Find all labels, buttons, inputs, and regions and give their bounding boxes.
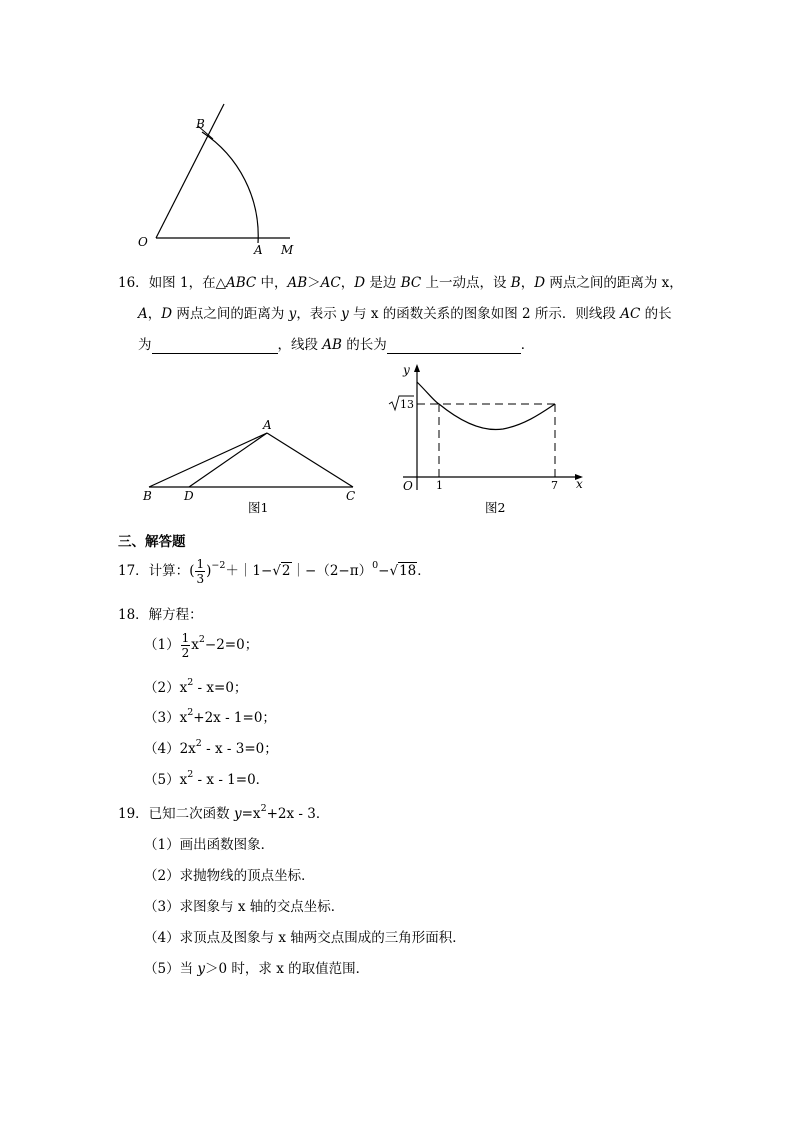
- ray-OB: [156, 104, 224, 238]
- segment-AB: [149, 433, 267, 487]
- tick-label-sqrt13: 13: [400, 398, 414, 411]
- y-axis-arrow: [414, 364, 420, 372]
- sqrt-symbol: √: [272, 563, 281, 579]
- axis-label-x: x: [576, 477, 583, 491]
- q18-fraction: $\frac{1}{2}$: [181, 631, 190, 660]
- tick-label-7: 7: [551, 479, 558, 492]
- label-M: M: [281, 243, 294, 257]
- q19-item-4: （4）求顶点及图象与 x 轴两交点围成的三角形面积．: [144, 930, 466, 946]
- q17-fraction: $\frac{1}{3}$: [196, 557, 205, 586]
- q18-item-4: $(4)2x^2 - x - 3=0$；: [144, 738, 278, 757]
- q18-item-1: （1） $\frac{1}{2}$ $x^2-2=0$；: [144, 631, 259, 660]
- origin-label: O: [403, 479, 413, 493]
- label-B: B: [196, 117, 205, 131]
- q17: 17．计算：( $\frac{1}{3}$ )$^{-2}+|1-√2|-(2-\pi)^0-√18$．: [118, 557, 431, 586]
- figure2-caption: 图2: [485, 500, 506, 515]
- q18-item-2: $(2)x^2 - x=0$；: [144, 677, 248, 696]
- q16-line2: A，D 两点之间的距离为 y，表示 y 与 x 的函数关系的图象如图 2 所示．则线段 AC 的长: [138, 306, 672, 322]
- q18-title: 18．解方程：: [118, 607, 203, 623]
- label-A: A: [254, 243, 263, 257]
- figure2-graph: [385, 360, 595, 520]
- figure1-triangle: [135, 415, 375, 520]
- q19-item-5: （5）当 y＞0 时，求 x 的取值范围．: [144, 961, 370, 977]
- q19-title: 19．已知二次函数 $y=x^2+2x - 3$．: [118, 803, 330, 822]
- axis-label-y: y: [403, 363, 410, 377]
- section3-title: 三、解答题: [118, 534, 186, 550]
- q19-item-3: （3）求图象与 x 轴的交点坐标．: [144, 899, 345, 915]
- figure1-caption: 图1: [248, 500, 269, 515]
- q19-item-1: （1）画出函数图象．: [144, 837, 275, 853]
- label-B: B: [143, 489, 152, 503]
- function-curve: [417, 382, 555, 430]
- answer-blank-AC[interactable]: [152, 337, 278, 354]
- sqrt-symbol: √: [389, 563, 399, 579]
- q18-item-5: $(5)x^2 - x - 1=0$．: [144, 769, 270, 788]
- q16-line3: 为 ，线段 AB 的长为 ．: [138, 337, 535, 353]
- segment-AC: [267, 433, 353, 487]
- q18-item-3: $(3)x^2+2x - 1=0$；: [144, 707, 276, 726]
- label-C: C: [346, 489, 356, 503]
- q16-line1: 16．如图 1，在△ABC 中，AB＞AC，D 是边 BC 上一动点，设 B，D 两点之间的距离为 x，: [118, 275, 683, 291]
- segment-AD: [189, 433, 267, 487]
- label-O: O: [138, 235, 148, 249]
- label-D: D: [184, 489, 194, 503]
- label-A: A: [263, 418, 272, 432]
- arc-BA: [202, 132, 258, 243]
- tick-label-1: 1: [436, 479, 443, 492]
- answer-blank-AB[interactable]: [387, 337, 521, 354]
- q19-item-2: （2）求抛物线的顶点坐标．: [144, 868, 315, 884]
- compass-construction-figure: [120, 95, 320, 265]
